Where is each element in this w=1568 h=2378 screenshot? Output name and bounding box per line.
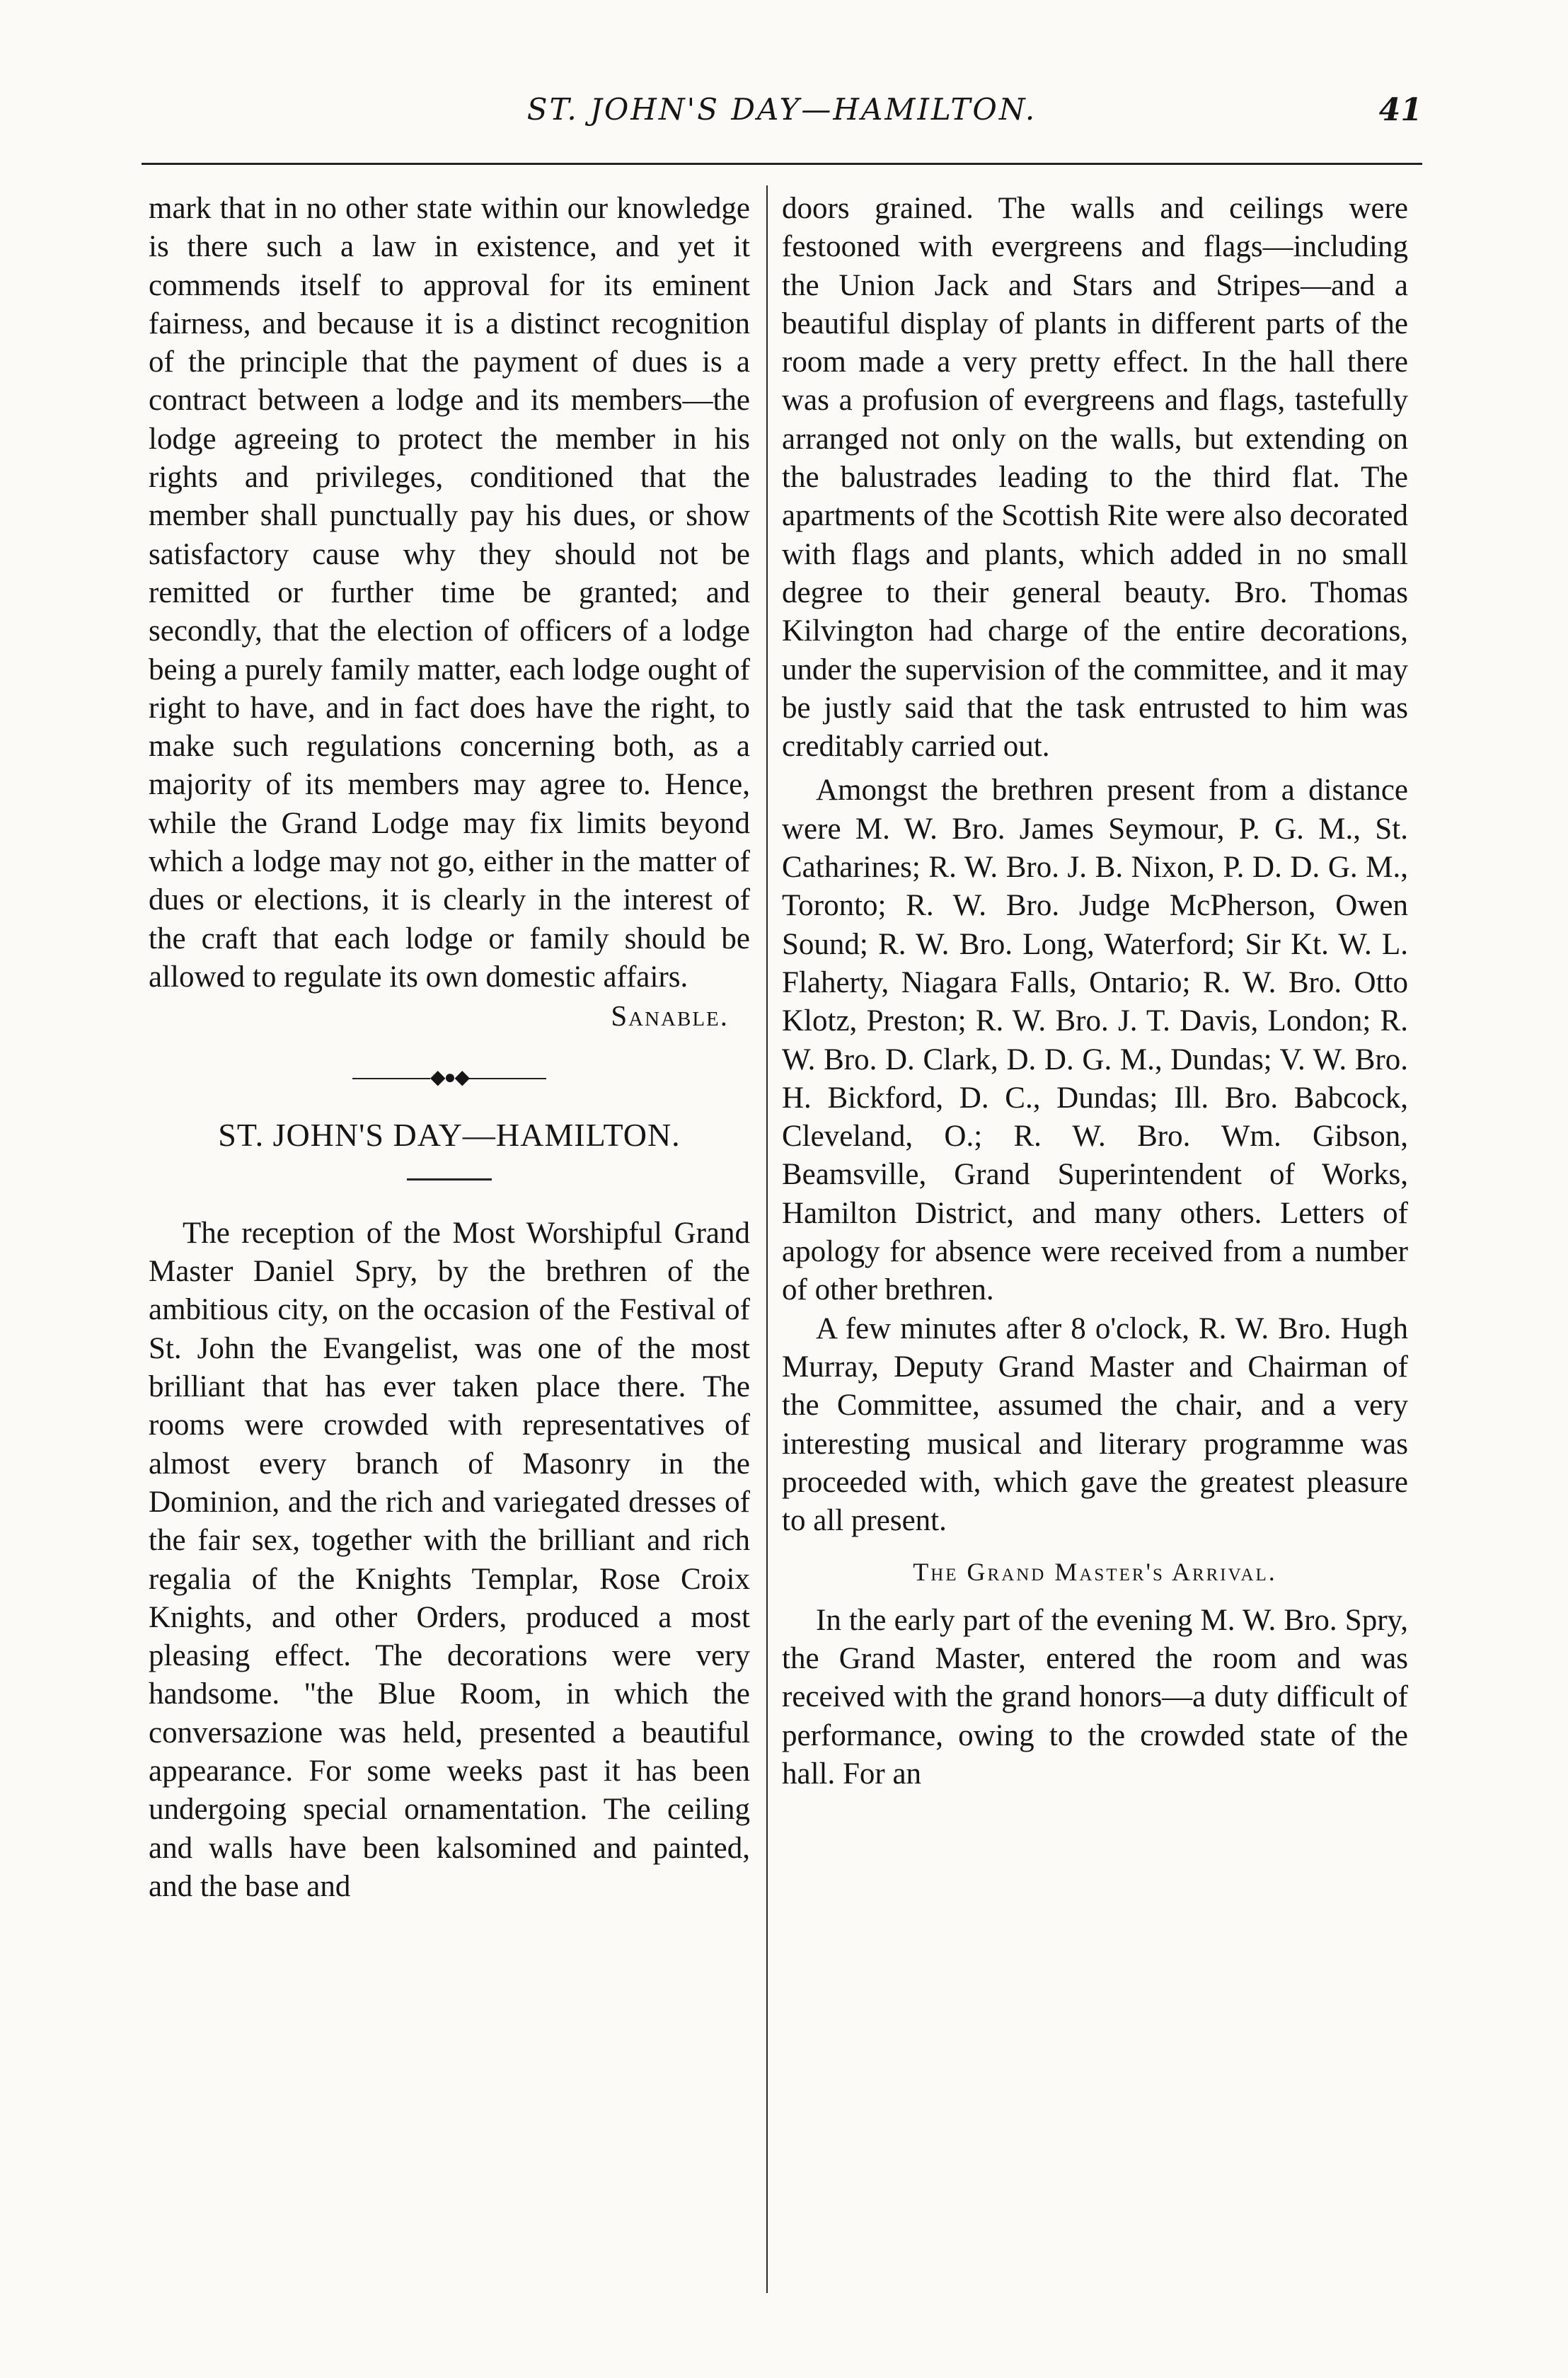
left-column bbox=[149, 190, 750, 1906]
article-paragraph-2: Amongst the brethren present from a distance were M. W. Bro. James Seymour, P. G. M., St. Catharines; R. W. Bro. J. B. Nixon, P. D. D. G. M., Toronto; R. W. Bro. Judge McPherson, Owen Sound; R. W. Bro. Long, Waterford; Sir Kt. W. L. Flaherty, Niagara Falls, Ontario; R. W. Bro. Otto Klotz, Preston; R. W. Bro. J. T. Davis, London; R. W. Bro. D. Clark, D. D. G. M., Dundas; V. W. Bro. H. Bickford, D. C., Dundas; Ill. Bro. Babcock, Cleveland, O.; R. W. Bro. Wm. Gibson, Beamsville, Grand Superintendent of Works, Hamilton District, and many others. Letters of apology for absence were received from a number of other brethren. bbox=[782, 774, 1408, 1307]
continued-paragraph-right: doors grained. The walls and ceilings were festooned with evergreens and flags—including the Union Jack and Stars and Stripes—and a beautiful display of plants in different parts of the room made a very pretty effect. In the hall there was a profusion of evergreens and flags, tastefully arranged not only on the walls, but extending on the balustrades leading to the third flat. The apartments of the Scottish Rite were also decorated with flags and plants, which added in no small degree to their general beauty. Bro. Thomas Kilvington had charge of the entire decorations, under the supervision of the committee, and it may be justly said that the task entrusted to him was creditably carried out. bbox=[782, 192, 1408, 764]
column-divider bbox=[766, 185, 768, 2293]
running-title: ST. JOHN'S DAY—HAMILTON. bbox=[526, 92, 1037, 127]
article-paragraph-4: In the early part of the evening M. W. Bro. Spry, the Grand Master, entered the room and was received with the grand honors—a duty difficult of performance, owing to the crowded state of the hall. For an bbox=[782, 1603, 1408, 1791]
author-signature: Sanable. bbox=[611, 999, 729, 1033]
header-rule bbox=[142, 163, 1422, 165]
right-column bbox=[782, 190, 1408, 1793]
running-head bbox=[142, 92, 1422, 142]
ornament-rule-left bbox=[352, 1078, 430, 1079]
heading-rule bbox=[407, 1178, 492, 1181]
ornament-rule-right bbox=[468, 1078, 546, 1079]
article-paragraph-1: The reception of the Most Worshipful Grand Master Daniel Spry, by the brethren of the ambitious city, on the occasion of the Festival of St. John the Evangelist, was one of the most brilliant that has ever taken place there. The rooms were crowded with representatives of almost every branch of Masonry in the Dominion, and the rich and variegated dresses of the fair sex, together with the brilliant and rich regalia of the Knights Templar, Rose Croix Knights, and other Orders, produced a most pleasing effect. The decorations were very handsome. "the Blue Room, in which the conversazione was held, presented a beautiful appearance. For some weeks past it has been undergoing special ornamentation. The ceiling and walls have been kalsomined and painted, and the base and bbox=[149, 1216, 750, 1903]
continued-paragraph: mark that in no other state within our knowledge is there such a law in existence, and yet it commends itself to approval for its eminent fairness, and because it is a distinct recognition of the principle that the payment of dues is a contract between a lodge and its members—the lodge agreeing to protect the member in his rights and privileges, conditioned that the member shall punctually pay his dues, or show satisfactory cause why they should not be remitted or further time be granted; and secondly, that the election of officers of a lodge being a purely family matter, each lodge ought of right to have, and in fact does have the right, to make such regulations concerning both, as a majority of its members may agree to. Hence, while the Grand Lodge may fix limits beyond which a lodge may not go, either in the matter of dues or elections, it is clearly in the interest of the craft that each lodge or family should be allowed to regulate its own domestic affairs. bbox=[149, 192, 750, 994]
ornament-glyph: ◆●◆ bbox=[430, 1066, 468, 1089]
section-heading: ST. JOHN'S DAY—HAMILTON. bbox=[218, 1116, 681, 1153]
section-ornament bbox=[149, 1066, 750, 1089]
subheading-grand-masters-arrival: The Grand Master's Arrival. bbox=[913, 1558, 1277, 1587]
article-paragraph-3: A few minutes after 8 o'clock, R. W. Bro. Hugh Murray, Deputy Grand Master and Chairman of the Committee, assumed the chair, and a very interesting musical and literary programme was proceeded with, which gave the greatest pleasure to all present. bbox=[782, 1311, 1408, 1538]
page-number: 41 bbox=[1378, 92, 1422, 128]
